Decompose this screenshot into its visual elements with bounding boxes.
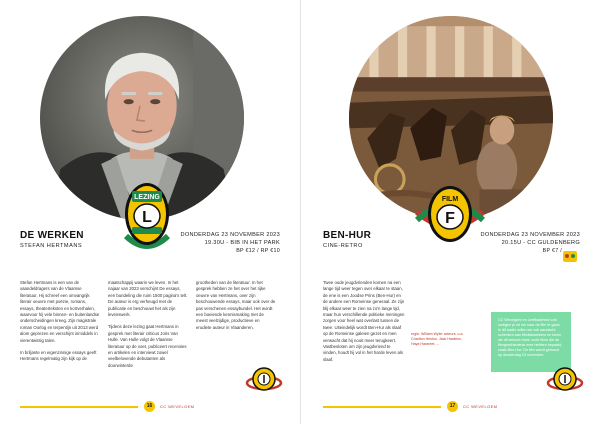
page-title: BEN-HUR: [323, 230, 372, 241]
text-column-2: [108, 280, 188, 375]
paragraph: Stefan Hertmans is een van de vaandeldragers van de Vlaamse literatuur. Hij schreef een omvangrijk literair oeuvre met poëzie, romans, essays, theaterteksten en kortverhalen, waarvoor hij vele binnen- en buitenlandse onderscheidingen kreeg. Zijn magistrale roman Oorlog en terpentijn uit 2013 werd alom geprezen en verschijnt inmiddels in vierentwintig talen.: [20, 280, 100, 343]
lezing-badge: [112, 180, 182, 250]
cc-logo-mark: [547, 361, 583, 397]
event-price: BP €7 /: [542, 247, 562, 254]
footer-rule: [323, 406, 441, 408]
text-column-3: [196, 280, 276, 337]
film-credits-caption: regie: William Wyler acteurs: o.a. Charlton Heston, Jack Hawkins, Haya Harareet, ...: [411, 332, 464, 346]
page-number: 17: [447, 401, 458, 412]
badge-label: LEZING: [134, 194, 160, 201]
event-info: [180, 232, 280, 255]
paragraph: In briljante en eigenzinnige essays geeft Hertmans regelmatig zijn kijk op de: [20, 350, 97, 362]
event-time-place: 20.15U - CC GULDENBERG: [501, 239, 580, 246]
page-subtitle: CINE-RETRO: [323, 243, 363, 249]
badge-letter: L: [142, 209, 152, 226]
paragraph: Tijdens deze lezing gaat Hertmans in gesprek met literair criticus Joris Van Hulle. Van Hulle volgt de Vlaamse literatuur op de voet, publiceert recensies en artikelen en interviewt zowel veelbelovende debutanten als doorwinterde: [108, 324, 187, 368]
footer-rule: [20, 406, 138, 408]
footer-label: CC WEVELGEM: [463, 404, 498, 409]
page-subtitle: STEFAN HERTMANS: [20, 243, 83, 249]
info-box: CC Wevelgem en Leefbaarheid vzw nodigen je uit om naar de film te gaan. In dit kader willen we ook aandacht schenken aan filmklassiekers en tonen we dit seizoen twee oude films die de filmgeschiedenis mee hebben bepaald, zoals Ben-Hur. De film wordt getoond op donderdag 23 november.: [491, 312, 571, 372]
badge-label: FILM: [441, 196, 459, 203]
film-badge: [415, 180, 485, 250]
paragraph: maatschappij waarin we leven. In het najaar van 2023 verschijnt De essays, een bundeling die ruim 1500 pagina's telt. De auteur is erg verheugd met de publicatie en beschouwt het als zijn levenswerk.: [108, 280, 188, 318]
page-number: 16: [144, 401, 155, 412]
event-price: BP €12 / RP €10: [236, 247, 280, 254]
cc-logo-mark: [246, 361, 282, 397]
right-page: [300, 0, 600, 424]
text-column-1: [20, 280, 100, 369]
event-time-place: 19.30U - BIB IN HET PARK: [204, 239, 280, 246]
text-column-1: [323, 280, 405, 369]
page-title: DE WERKEN: [20, 230, 84, 241]
paragraph: grootheden van de literatuur. In het gesprek hebben ze het over het rijke oeuvre van Hertmans, over zijn beschouwende essays, maar ook over de pas verschenen essaybundel. Het wordt een boeiende kennismaking met de meest veelzijdige, productieve en erudiete auteur in Vlaanderen.: [196, 280, 276, 330]
badge-letter: F: [445, 210, 455, 227]
event-date: DONDERDAG 23 NOVEMBER 2023: [180, 232, 280, 238]
paragraph: Twee oude jeugdvrienden komen na een lange tijd weer tegen over elkaar te staan, de ene is een Joodse Prins (Ben-Hur) en de andere een Romeinse generaal. Ze zijn blij elkaar weer te zien na zo'n lange tijd, maar hun verschillende politieke meningen zorgen voor heel wat overlast tussen de twee. Uiteindelijk wordt Ben-Hur als slaaf op de Romeinse galeien gezet en men verwacht dat hij nooit meer terugkeert. Vastbesloten om zijn jeugdvriend te vinden, houdt hij vol in het harde leven als slaaf.: [323, 280, 405, 362]
event-date: DONDERDAG 23 NOVEMBER 2023: [480, 232, 580, 238]
footer-label: CC WEVELGEM: [160, 404, 195, 409]
kids-logo-icon: [563, 251, 577, 262]
